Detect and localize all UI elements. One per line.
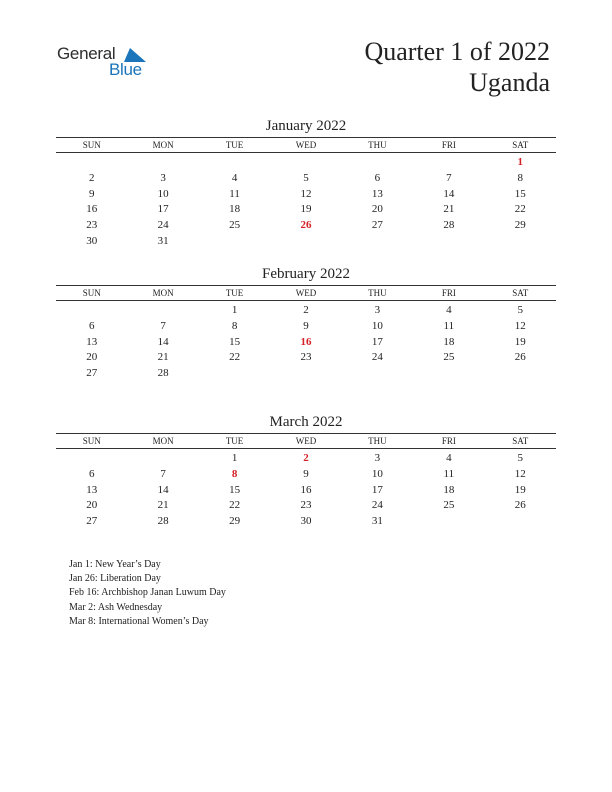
- day-cell: 5: [517, 304, 524, 316]
- day-cell: 19: [514, 483, 526, 496]
- weekday-label: SUN: [82, 140, 101, 150]
- day-cell: 1: [231, 304, 238, 316]
- day-cell: 28: [157, 367, 169, 380]
- day-cell: 18: [443, 335, 455, 348]
- weekday-header: [56, 137, 556, 153]
- empty-day-cell: [270, 155, 341, 171]
- month-january: [56, 117, 556, 250]
- day-cell: 10: [157, 187, 169, 200]
- day-cell: 8: [517, 171, 524, 184]
- weekday-label: TUE: [225, 140, 244, 150]
- day-cell: 13: [86, 483, 98, 496]
- day-cell: 4: [446, 304, 452, 316]
- day-cell: 26: [514, 499, 526, 512]
- day-cell: 31: [157, 234, 169, 247]
- day-cell: 28: [443, 219, 455, 232]
- month-february: [56, 265, 556, 382]
- weekday-label: MON: [152, 436, 174, 446]
- day-cell: 14: [157, 483, 169, 496]
- day-cell: 10: [371, 319, 383, 332]
- day-cell: 15: [229, 483, 241, 496]
- empty-day-cell: [56, 451, 127, 467]
- day-cell: 1: [231, 452, 238, 464]
- day-cell: 24: [371, 351, 383, 364]
- day-cell: 9: [303, 467, 309, 480]
- day-cell: 21: [443, 203, 455, 216]
- day-cell: 20: [86, 351, 98, 364]
- day-cell: 10: [371, 467, 383, 480]
- day-cell: 6: [374, 171, 381, 184]
- day-cell: 15: [229, 335, 241, 348]
- weekday-header: [56, 285, 556, 301]
- day-cell: 12: [514, 319, 526, 332]
- title-country: Uganda: [469, 68, 550, 97]
- weekday-label: SUN: [82, 288, 101, 298]
- generalblue-logo: [57, 44, 157, 84]
- day-cell: 5: [303, 171, 309, 184]
- day-cell: 27: [86, 515, 98, 528]
- day-cell: 3: [374, 452, 381, 464]
- holiday-day-cell: 26: [300, 219, 312, 232]
- day-cell: 6: [88, 467, 95, 480]
- holiday-list: [69, 558, 226, 629]
- day-cell: 17: [371, 483, 383, 496]
- day-cell: 14: [443, 187, 455, 200]
- empty-day-cell: [413, 155, 484, 171]
- day-cell: 17: [371, 335, 383, 348]
- day-grid: [56, 301, 556, 382]
- day-cell: 12: [514, 467, 526, 480]
- day-cell: 25: [443, 499, 455, 512]
- day-cell: 11: [229, 187, 240, 200]
- holiday-day-cell: 8: [231, 467, 238, 480]
- day-cell: 16: [86, 203, 98, 216]
- holiday-day-cell: 1: [517, 156, 524, 168]
- day-cell: 4: [446, 452, 452, 464]
- day-cell: 22: [514, 203, 526, 216]
- empty-day-cell: [127, 451, 198, 467]
- weekday-label: WED: [295, 288, 317, 298]
- weekday-label: THU: [368, 436, 387, 446]
- weekday-label: FRI: [441, 436, 456, 446]
- day-cell: 25: [443, 351, 455, 364]
- weekday-label: WED: [295, 140, 317, 150]
- month-title: January 2022: [265, 118, 347, 134]
- day-cell: 19: [514, 335, 526, 348]
- day-cell: 8: [231, 319, 238, 332]
- month-march: [56, 413, 556, 530]
- day-grid: [56, 153, 556, 250]
- day-cell: 31: [371, 515, 383, 528]
- weekday-label: FRI: [441, 140, 456, 150]
- day-cell: 30: [300, 515, 312, 528]
- page-title: [364, 36, 550, 98]
- weekday-label: THU: [368, 288, 387, 298]
- logo-text-general: General: [57, 44, 116, 63]
- day-cell: 13: [371, 187, 383, 200]
- month-title: February 2022: [262, 266, 350, 282]
- weekday-label: WED: [295, 436, 317, 446]
- holiday-item: Feb 16: Archbishop Janan Luwum Day: [69, 587, 226, 599]
- day-cell: 17: [157, 203, 169, 216]
- day-cell: 12: [300, 187, 312, 200]
- day-cell: 23: [300, 351, 312, 364]
- weekday-header: [56, 433, 556, 449]
- day-cell: 28: [157, 515, 169, 528]
- empty-day-cell: [127, 155, 198, 171]
- day-cell: 20: [86, 499, 98, 512]
- day-cell: 13: [86, 335, 98, 348]
- day-cell: 9: [88, 187, 95, 200]
- day-cell: 19: [300, 203, 312, 216]
- holiday-day-cell: 2: [303, 452, 309, 464]
- weekday-label: MON: [152, 140, 174, 150]
- day-cell: 7: [160, 467, 166, 480]
- day-cell: 21: [157, 351, 169, 364]
- day-cell: 15: [514, 187, 526, 200]
- day-cell: 16: [300, 483, 312, 496]
- day-cell: 5: [517, 452, 524, 464]
- day-cell: 14: [157, 335, 169, 348]
- day-cell: 7: [160, 319, 166, 332]
- empty-day-cell: [342, 155, 413, 171]
- day-cell: 29: [229, 515, 241, 528]
- empty-day-cell: [199, 155, 270, 171]
- weekday-label: SAT: [512, 288, 529, 298]
- day-cell: 22: [229, 351, 241, 364]
- weekday-label: FRI: [441, 288, 456, 298]
- weekday-label: SAT: [512, 436, 529, 446]
- day-cell: 7: [446, 171, 452, 184]
- holiday-day-cell: 16: [300, 335, 312, 348]
- day-cell: 6: [88, 319, 95, 332]
- day-cell: 3: [374, 304, 381, 316]
- holiday-item: Mar 8: International Women’s Day: [69, 615, 209, 627]
- empty-day-cell: [56, 155, 127, 171]
- day-cell: 26: [514, 351, 526, 364]
- day-cell: 21: [157, 499, 169, 512]
- logo-text-blue: Blue: [109, 60, 142, 79]
- day-cell: 18: [229, 203, 241, 216]
- day-cell: 2: [88, 171, 95, 184]
- weekday-label: SUN: [82, 436, 101, 446]
- day-grid: [56, 449, 556, 530]
- day-cell: 24: [371, 499, 383, 512]
- day-cell: 3: [160, 171, 166, 184]
- day-cell: 11: [443, 319, 455, 332]
- day-cell: 20: [371, 203, 383, 216]
- day-cell: 23: [86, 219, 98, 232]
- day-cell: 29: [514, 219, 526, 232]
- month-title: March 2022: [269, 414, 343, 430]
- empty-day-cell: [127, 303, 198, 319]
- title-quarter: Quarter 1 of 2022: [364, 37, 550, 66]
- day-cell: 11: [443, 467, 455, 480]
- day-cell: 30: [86, 234, 98, 247]
- day-cell: 22: [229, 499, 241, 512]
- weekday-label: TUE: [225, 288, 244, 298]
- day-cell: 2: [303, 304, 309, 316]
- weekday-label: SAT: [512, 140, 529, 150]
- holiday-item: Jan 26: Liberation Day: [69, 573, 161, 585]
- day-cell: 9: [303, 319, 309, 332]
- day-cell: 24: [157, 219, 169, 232]
- weekday-label: MON: [152, 288, 174, 298]
- empty-day-cell: [56, 303, 127, 319]
- holiday-item: Jan 1: New Year’s Day: [69, 559, 161, 570]
- day-cell: 18: [443, 483, 455, 496]
- weekday-label: TUE: [225, 436, 244, 446]
- day-cell: 4: [231, 171, 238, 184]
- day-cell: 23: [300, 499, 312, 512]
- holiday-item: Mar 2: Ash Wednesday: [69, 601, 163, 613]
- day-cell: 27: [371, 219, 383, 232]
- day-cell: 27: [86, 367, 98, 380]
- weekday-label: THU: [368, 140, 387, 150]
- day-cell: 25: [229, 219, 241, 232]
